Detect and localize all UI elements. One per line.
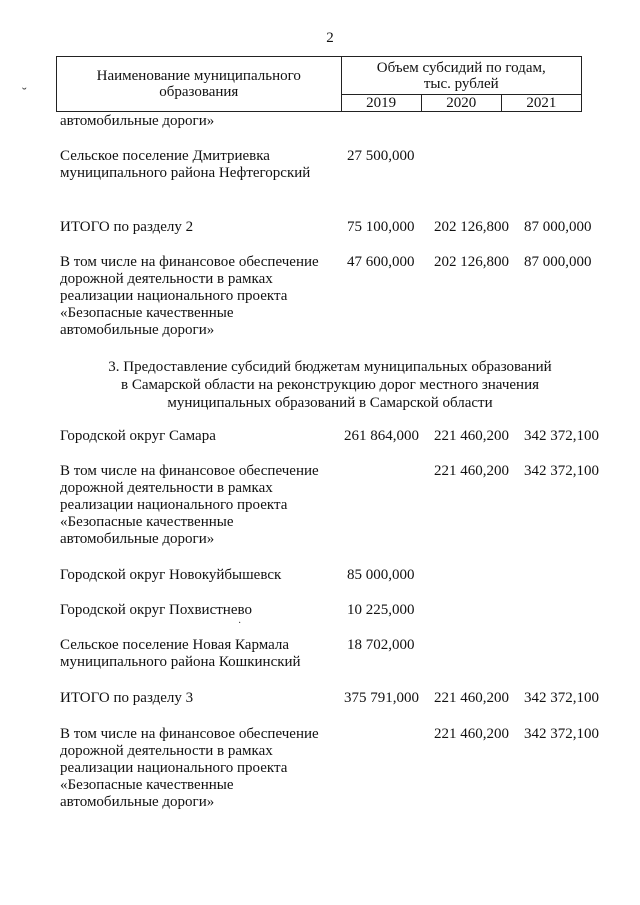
section3-title-line2: в Самарской области на реконструкцию дорог местного значения <box>120 377 540 393</box>
header-volume-cell <box>341 57 581 95</box>
row-karmala-line2: муниципального района Кошкинский <box>60 654 301 670</box>
row-total2-label: ИТОГО по разделу 2 <box>60 219 194 235</box>
row-incl3-2020: 221 460,200 <box>434 726 509 742</box>
header-volume-line1: Объем субсидий по годам, <box>376 59 546 76</box>
row-total3-2021: 342 372,100 <box>524 690 599 706</box>
row-novokuib-2019: 85 000,000 <box>347 567 415 583</box>
row-incl3-line4: «Безопасные качественные <box>60 777 234 793</box>
row-total2-2019: 75 100,000 <box>347 219 415 235</box>
row-incl2-2020: 202 126,800 <box>434 254 509 270</box>
row-dmitrievka-2019: 27 500,000 <box>347 148 415 164</box>
header-name-line2: образования <box>159 84 239 100</box>
row-incl3-2021: 342 372,100 <box>524 726 599 742</box>
table-header <box>56 56 582 112</box>
row-incl3-line2: дорожной деятельности в рамках <box>60 743 273 759</box>
row-samara-2019: 261 864,000 <box>344 428 419 444</box>
row-total2-2020: 202 126,800 <box>434 219 509 235</box>
row-dmitrievka-line2: муниципального района Нефтегорский <box>60 165 311 181</box>
header-year-2019: 2019 <box>341 95 421 112</box>
row-incl-samara-line1: В том числе на финансовое обеспечение <box>60 463 319 479</box>
row-karmala-line1: Сельское поселение Новая Кармала <box>60 637 290 653</box>
row-incl2-line1: В том числе на финансовое обеспечение <box>60 254 319 270</box>
row-dmitrievka-line1: Сельское поселение Дмитриевка <box>60 148 270 164</box>
section3-title-line3: муниципальных образований в Самарской области <box>167 395 493 411</box>
page-number: 2 <box>326 30 334 46</box>
row-pokhvistnevo-2019: 10 225,000 <box>347 602 415 618</box>
row-incl-samara-line5: автомобильные дороги» <box>60 531 215 547</box>
section3-title-line1: 3. Предоставление субсидий бюджетам муниципальных образований <box>108 359 552 375</box>
row-incl-samara-2021: 342 372,100 <box>524 463 599 479</box>
row-samara-2020: 221 460,200 <box>434 428 509 444</box>
header-name-line1: Наименование муниципального <box>96 68 301 84</box>
row-novokuib-label: Городской округ Новокуйбышевск <box>60 567 282 583</box>
row-incl2-line2: дорожной деятельности в рамках <box>60 271 273 287</box>
row-pokhvistnevo-label: Городской округ Похвистнево <box>60 602 252 618</box>
row-incl2-2021: 87 000,000 <box>524 254 592 270</box>
row-incl3-line1: В том числе на финансовое обеспечение <box>60 726 319 742</box>
scan-dot: · <box>238 618 242 629</box>
row-incl-samara-line3: реализации национального проекта <box>60 497 288 513</box>
row-total3-2020: 221 460,200 <box>434 690 509 706</box>
row-total3-2019: 375 791,000 <box>344 690 419 706</box>
header-year-2021: 2021 <box>501 95 581 112</box>
row-incl3-line5: автомобильные дороги» <box>60 794 215 810</box>
row-incl3-line3: реализации национального проекта <box>60 760 288 776</box>
row-incl-samara-line2: дорожной деятельности в рамках <box>60 480 273 496</box>
scan-mark: ˘ <box>22 86 27 101</box>
header-name-cell <box>57 57 342 112</box>
row-incl2-2019: 47 600,000 <box>347 254 415 270</box>
row-karmala-2019: 18 702,000 <box>347 637 415 653</box>
row-samara-label: Городской округ Самара <box>60 428 216 444</box>
row-incl-samara-line4: «Безопасные качественные <box>60 514 234 530</box>
row-total2-2021: 87 000,000 <box>524 219 592 235</box>
row-incl-samara-2020: 221 460,200 <box>434 463 509 479</box>
row-samara-2021: 342 372,100 <box>524 428 599 444</box>
carryover-text: автомобильные дороги» <box>60 113 215 129</box>
row-incl2-line4: «Безопасные качественные <box>60 305 234 321</box>
row-total3-label: ИТОГО по разделу 3 <box>60 690 194 706</box>
header-year-2020: 2020 <box>421 95 501 112</box>
row-incl2-line5: автомобильные дороги» <box>60 322 215 338</box>
header-volume-line2: тыс. рублей <box>423 75 499 92</box>
row-incl2-line3: реализации национального проекта <box>60 288 288 304</box>
